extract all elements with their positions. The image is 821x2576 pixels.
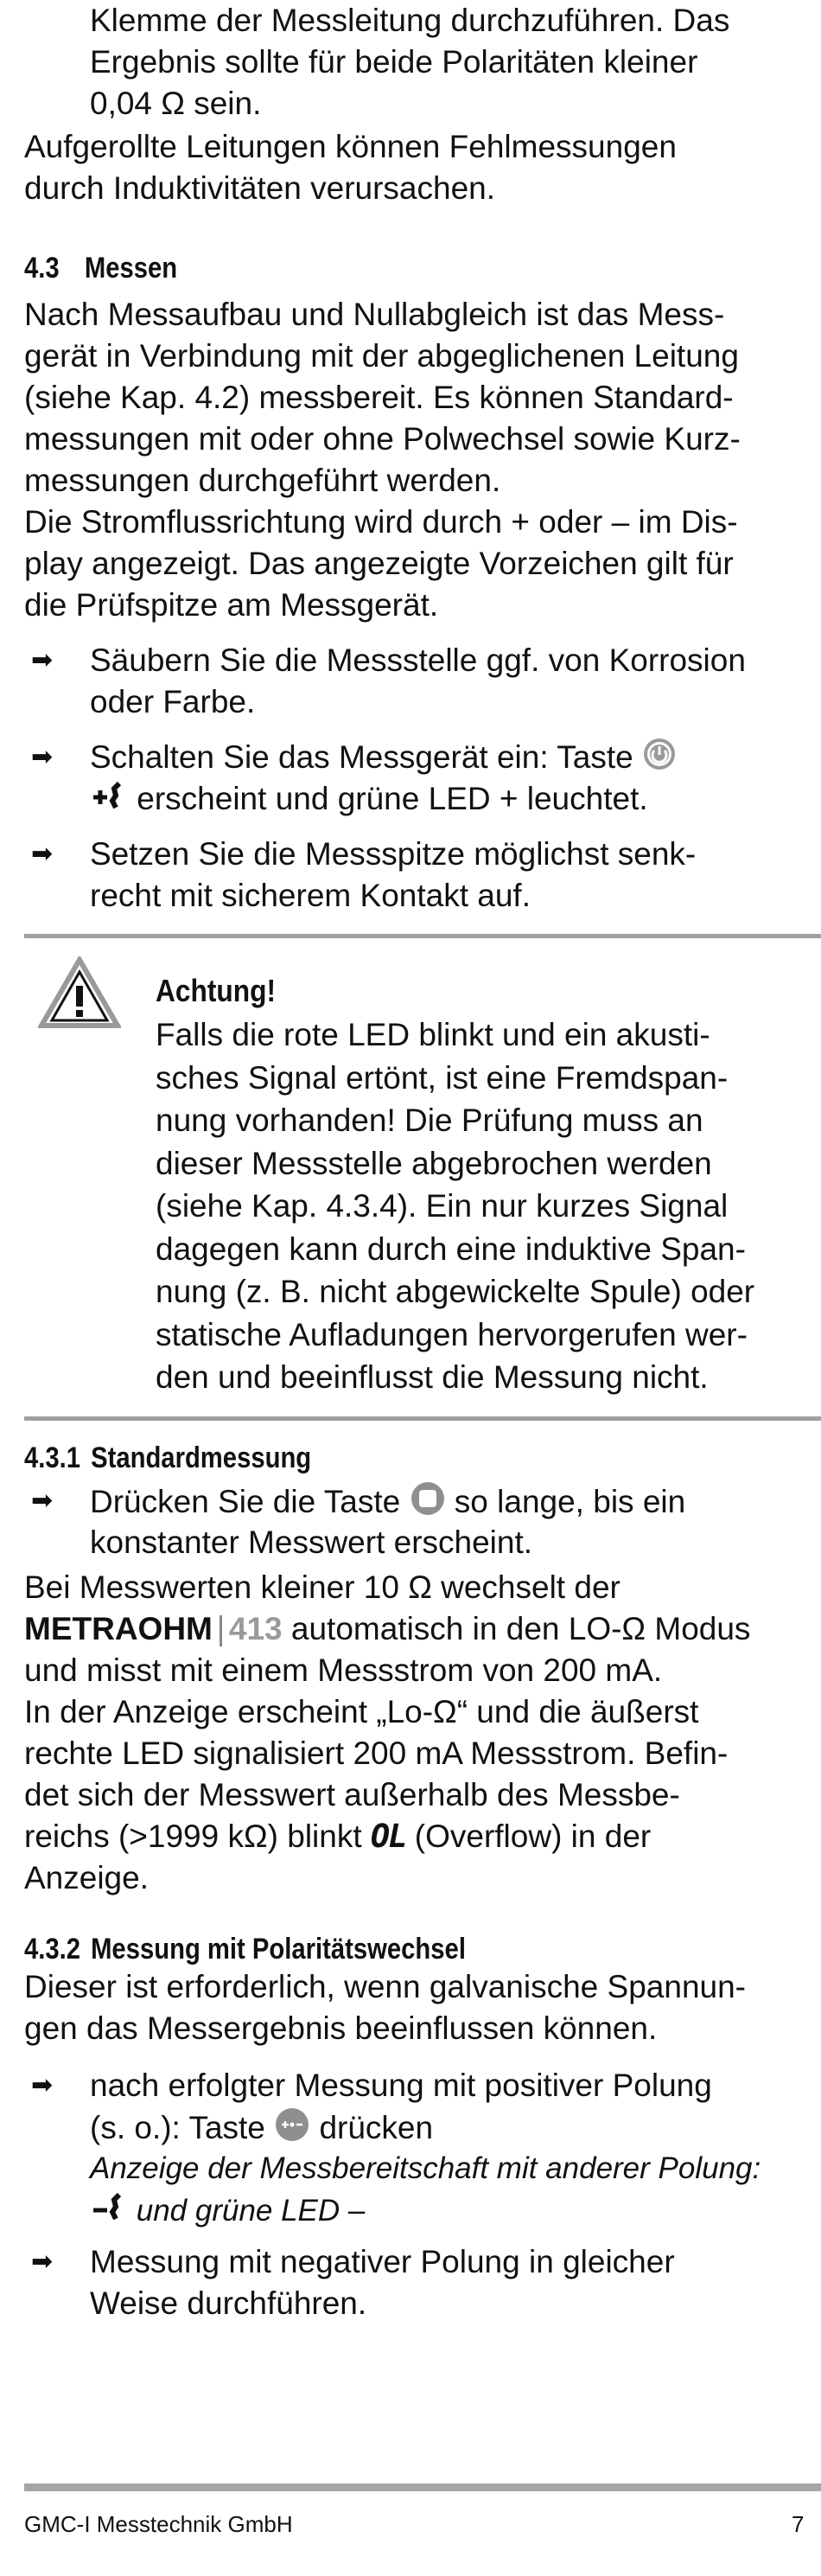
paragraph-line: messungen mit oder ohne Polwechsel sowie Kurz- (24, 421, 741, 457)
arrow-right-icon: ➡ (31, 1486, 54, 1515)
italic-note: Anzeige der Messbereitschaft mit anderer Polung: (90, 2151, 761, 2185)
minus-sign-display-icon (90, 2189, 128, 2235)
warning-line: statische Aufladungen hervorgerufen wer- (156, 1317, 748, 1352)
bullet-line (90, 1480, 807, 1527)
warning-line: dieser Messstelle abgebrochen werden (156, 1146, 712, 1181)
arrow-right-icon: ➡ (31, 2071, 54, 2100)
bullet-line (90, 737, 807, 782)
plus-sign-display-icon (90, 778, 128, 823)
divider (24, 934, 821, 938)
warning-line: Falls die rote LED blinkt und ein akusti- (156, 1017, 710, 1052)
paragraph-text: (Overflow) in der (414, 1819, 652, 1854)
bullet-line: recht mit sicherem Kontakt auf. (90, 878, 531, 913)
section-title: Standardmessung (91, 1441, 312, 1474)
section-number: 4.3 (24, 252, 60, 284)
bullet-line: Säubern Sie die Messstelle ggf. von Korrosion (90, 642, 746, 678)
paragraph-line: In der Anzeige erscheint „Lo-Ω“ und die äußerst (24, 1694, 699, 1729)
intro-line: durch Induktivitäten verursachen. (24, 170, 496, 206)
warning-line: nung (z. B. nicht abgewickelte Spule) oder (156, 1274, 755, 1309)
start-button-icon (410, 1480, 446, 1527)
paragraph-line: rechte LED signalisiert 200 mA Messstrom. Befin- (24, 1735, 729, 1771)
bullet-text: (s. o.): Taste (90, 2109, 265, 2145)
paragraph-line: det sich der Messwert außerhalb des Messbe- (24, 1777, 680, 1812)
warning-line: den und beeinflusst die Messung nicht. (156, 1359, 709, 1395)
bullet-text: drücken (319, 2109, 434, 2145)
section-title: Messen (84, 252, 178, 284)
paragraph-line: Dieser ist erforderlich, wenn galvanische Spannun- (24, 1969, 746, 2004)
paragraph-line: Nach Messaufbau und Nullabgleich ist das Mess- (24, 297, 725, 332)
bullet-text: erscheint und grüne LED + leuchtet. (137, 781, 648, 816)
polarity-button-icon (274, 2106, 310, 2153)
paragraph-line: Anzeige. (24, 1860, 149, 1895)
bullet-text: so lange, bis ein (454, 1483, 686, 1519)
bullet-line (90, 778, 807, 823)
page-number: 7 (792, 2511, 805, 2537)
bullet-text: Drücken Sie die Taste (90, 1483, 401, 1519)
paragraph-line: Die Stromflussrichtung wird durch + oder – im Dis- (24, 504, 738, 540)
paragraph-line: Bei Messwerten kleiner 10 Ω wechselt der (24, 1569, 621, 1605)
paragraph-line: die Prüfspitze am Messgerät. (24, 587, 439, 623)
paragraph-line: gen das Messergebnis beeinflussen können. (24, 2010, 658, 2046)
paragraph-line (24, 1608, 806, 1650)
bullet-line: oder Farbe. (90, 684, 256, 719)
warning-title: Achtung! (156, 973, 277, 1008)
bullet-line: Weise durchführen. (90, 2285, 367, 2321)
brand-number: 413 (228, 1611, 283, 1646)
bullet-line (90, 2106, 807, 2153)
section-heading-4-3 (24, 251, 177, 285)
arrow-right-icon: ➡ (31, 840, 54, 868)
bullet-line: Messung mit negativer Polung in gleicher (90, 2244, 675, 2279)
power-button-icon (642, 737, 677, 782)
footer-divider (24, 2483, 821, 2491)
warning-triangle-icon (38, 956, 121, 1033)
warning-line: (siehe Kap. 4.3.4). Ein nur kurzes Signal (156, 1188, 729, 1224)
italic-note-text: und grüne LED – (136, 2193, 366, 2228)
section-number: 4.3.2 (24, 1933, 81, 1966)
brand-ohm: OHM (137, 1611, 213, 1646)
bullet-text: Schalten Sie das Messgerät ein: Taste (90, 739, 633, 775)
overflow-symbol: OL (370, 1818, 406, 1855)
section-heading-4-3-2 (24, 1932, 466, 1966)
paragraph-text: automatisch in den LO-Ω Modus (290, 1611, 751, 1646)
bullet-line: konstanter Messwert erscheint. (90, 1525, 533, 1560)
warning-line: nung vorhanden! Die Prüfung muss an (156, 1103, 703, 1138)
intro-line: Aufgerollte Leitungen können Fehlmessungen (24, 129, 677, 164)
paragraph-line: (siehe Kap. 4.2) messbereit. Es können Standard- (24, 380, 734, 415)
footer-company: GMC-I Messtechnik GmbH (24, 2511, 293, 2537)
intro-line: Ergebnis sollte für beide Polaritäten kleiner (90, 44, 698, 80)
section-number: 4.3.1 (24, 1441, 81, 1474)
paragraph-line: messungen durchgeführt werden. (24, 463, 501, 498)
arrow-right-icon: ➡ (31, 743, 54, 771)
section-title: Messung mit Polaritätswechsel (91, 1933, 466, 1966)
warning-line: dagegen kann durch eine induktive Span- (156, 1231, 746, 1267)
divider (24, 1416, 821, 1421)
arrow-right-icon: ➡ (31, 2247, 54, 2276)
warning-line: sches Signal ertönt, ist eine Fremdspan- (156, 1060, 729, 1096)
brand-metra: METRA (24, 1611, 138, 1646)
bullet-line: Setzen Sie die Messspitze möglichst senk- (90, 836, 697, 872)
bullet-line: nach erfolgter Messung mit positiver Polung (90, 2068, 712, 2103)
paragraph-line: play angezeigt. Das angezeigte Vorzeichen gilt für (24, 546, 734, 581)
intro-line: Klemme der Messleitung durchzuführen. Das (90, 3, 730, 38)
italic-note (90, 2189, 807, 2235)
brand-logo (24, 1611, 283, 1646)
paragraph-text: reichs (>1999 kΩ) blinkt (24, 1819, 362, 1854)
paragraph-line: und misst mit einem Messstrom von 200 mA. (24, 1652, 663, 1688)
paragraph-line (24, 1816, 806, 1857)
paragraph-line: gerät in Verbindung mit der abgeglichenen Leitung (24, 338, 739, 374)
arrow-right-icon: ➡ (31, 646, 54, 674)
section-heading-4-3-1 (24, 1441, 311, 1475)
intro-line: 0,04 Ω sein. (90, 86, 262, 121)
